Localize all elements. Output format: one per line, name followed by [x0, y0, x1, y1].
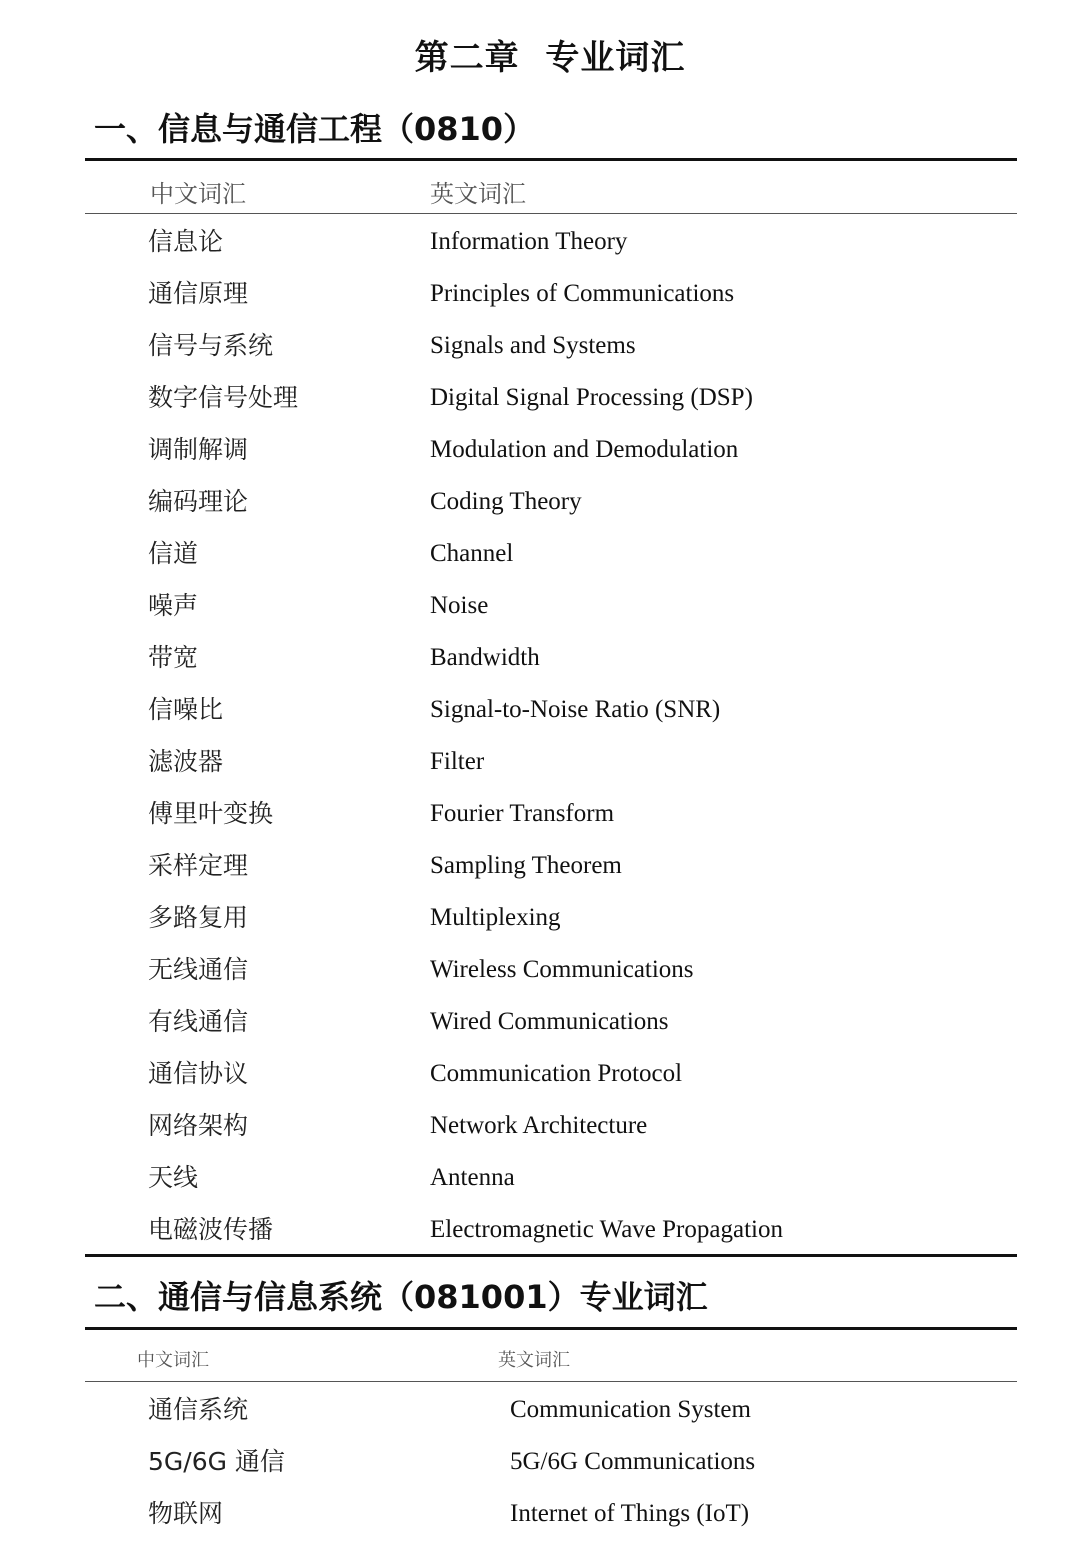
term-english: Wireless Communications	[430, 956, 694, 983]
term-chinese: 网络架构	[148, 1111, 249, 1140]
term-chinese: 电磁波传播	[148, 1215, 274, 1244]
section-1-bottom-rule	[85, 1254, 1017, 1257]
term-chinese: 信噪比	[148, 695, 224, 724]
term-chinese: 信道	[148, 539, 199, 568]
term-chinese: 编码理论	[148, 487, 249, 516]
term-english: Internet of Things (IoT)	[510, 1500, 750, 1527]
term-row	[0, 632, 1080, 684]
term-row	[0, 684, 1080, 736]
term-english: Antenna	[430, 1164, 515, 1191]
term-row	[0, 788, 1080, 840]
term-english: Fourier Transform	[430, 800, 615, 827]
term-chinese: 调制解调	[148, 435, 249, 464]
term-english: Filter	[430, 748, 485, 775]
term-row	[0, 996, 1080, 1048]
term-chinese: 信号与系统	[148, 331, 274, 360]
section-1-heading: 一、信息与通信工程（0810）	[94, 110, 536, 148]
term-chinese: 有线通信	[148, 1007, 249, 1036]
section-2-col-header-zh: 中文词汇	[137, 1350, 209, 1371]
term-chinese: 通信原理	[148, 279, 249, 308]
term-english: Wired Communications	[430, 1008, 669, 1035]
term-english: Signals and Systems	[430, 332, 636, 359]
term-english: Communication Protocol	[430, 1060, 683, 1087]
section-1-header-rule	[85, 213, 1017, 214]
term-row	[0, 1204, 1080, 1256]
term-english: Signal-to-Noise Ratio (SNR)	[430, 696, 721, 723]
term-row	[0, 372, 1080, 424]
term-chinese: 噪声	[148, 591, 199, 620]
term-row	[0, 580, 1080, 632]
term-row	[0, 1384, 1080, 1436]
term-row	[0, 1100, 1080, 1152]
term-english: Information Theory	[430, 228, 628, 255]
term-row	[0, 424, 1080, 476]
term-chinese: 傅里叶变换	[148, 799, 274, 828]
term-chinese: 无线通信	[148, 955, 249, 984]
term-english: Channel	[430, 540, 514, 567]
term-row	[0, 1488, 1080, 1540]
term-row	[0, 1152, 1080, 1204]
term-english: Digital Signal Processing (DSP)	[430, 384, 753, 411]
term-chinese: 通信系统	[148, 1395, 249, 1424]
term-chinese: 物联网	[148, 1499, 224, 1528]
term-chinese: 采样定理	[148, 851, 249, 880]
term-row	[0, 1048, 1080, 1100]
term-chinese: 多路复用	[148, 903, 249, 932]
section-2-col-header-en: 英文词汇	[498, 1350, 570, 1371]
term-english: Modulation and Demodulation	[430, 436, 739, 463]
term-english: Multiplexing	[430, 904, 561, 931]
term-row	[0, 528, 1080, 580]
term-chinese: 通信协议	[148, 1059, 249, 1088]
section-2-header-rule	[85, 1381, 1017, 1382]
term-chinese: 天线	[148, 1163, 199, 1192]
term-chinese: 滤波器	[148, 747, 224, 776]
term-english: Network Architecture	[430, 1112, 648, 1139]
section-1-top-rule	[85, 158, 1017, 161]
section-2-heading: 二、通信与信息系统（081001）专业词汇	[94, 1278, 708, 1316]
term-row	[0, 216, 1080, 268]
term-english: Bandwidth	[430, 644, 540, 671]
term-chinese: 带宽	[148, 643, 199, 672]
term-english: Sampling Theorem	[430, 852, 622, 879]
term-chinese: 数字信号处理	[148, 383, 299, 412]
term-row	[0, 320, 1080, 372]
chapter-title: 第二章 专业词汇	[414, 38, 686, 78]
term-chinese: 5G/6G 通信	[148, 1447, 285, 1476]
term-english: Noise	[430, 592, 489, 619]
section-1-col-header-zh: 中文词汇	[150, 180, 246, 208]
term-english: Communication System	[510, 1396, 751, 1423]
section-2-top-rule	[85, 1327, 1017, 1330]
term-english: Coding Theory	[430, 488, 582, 515]
term-row	[0, 476, 1080, 528]
term-row	[0, 268, 1080, 320]
term-row	[0, 892, 1080, 944]
term-row	[0, 1436, 1080, 1488]
term-english: Principles of Communications	[430, 280, 735, 307]
term-chinese: 信息论	[148, 227, 224, 256]
term-row	[0, 736, 1080, 788]
term-english: 5G/6G Communications	[510, 1448, 756, 1475]
term-row	[0, 840, 1080, 892]
term-english: Electromagnetic Wave Propagation	[430, 1216, 783, 1243]
term-row	[0, 944, 1080, 996]
section-1-col-header-en: 英文词汇	[430, 180, 526, 208]
